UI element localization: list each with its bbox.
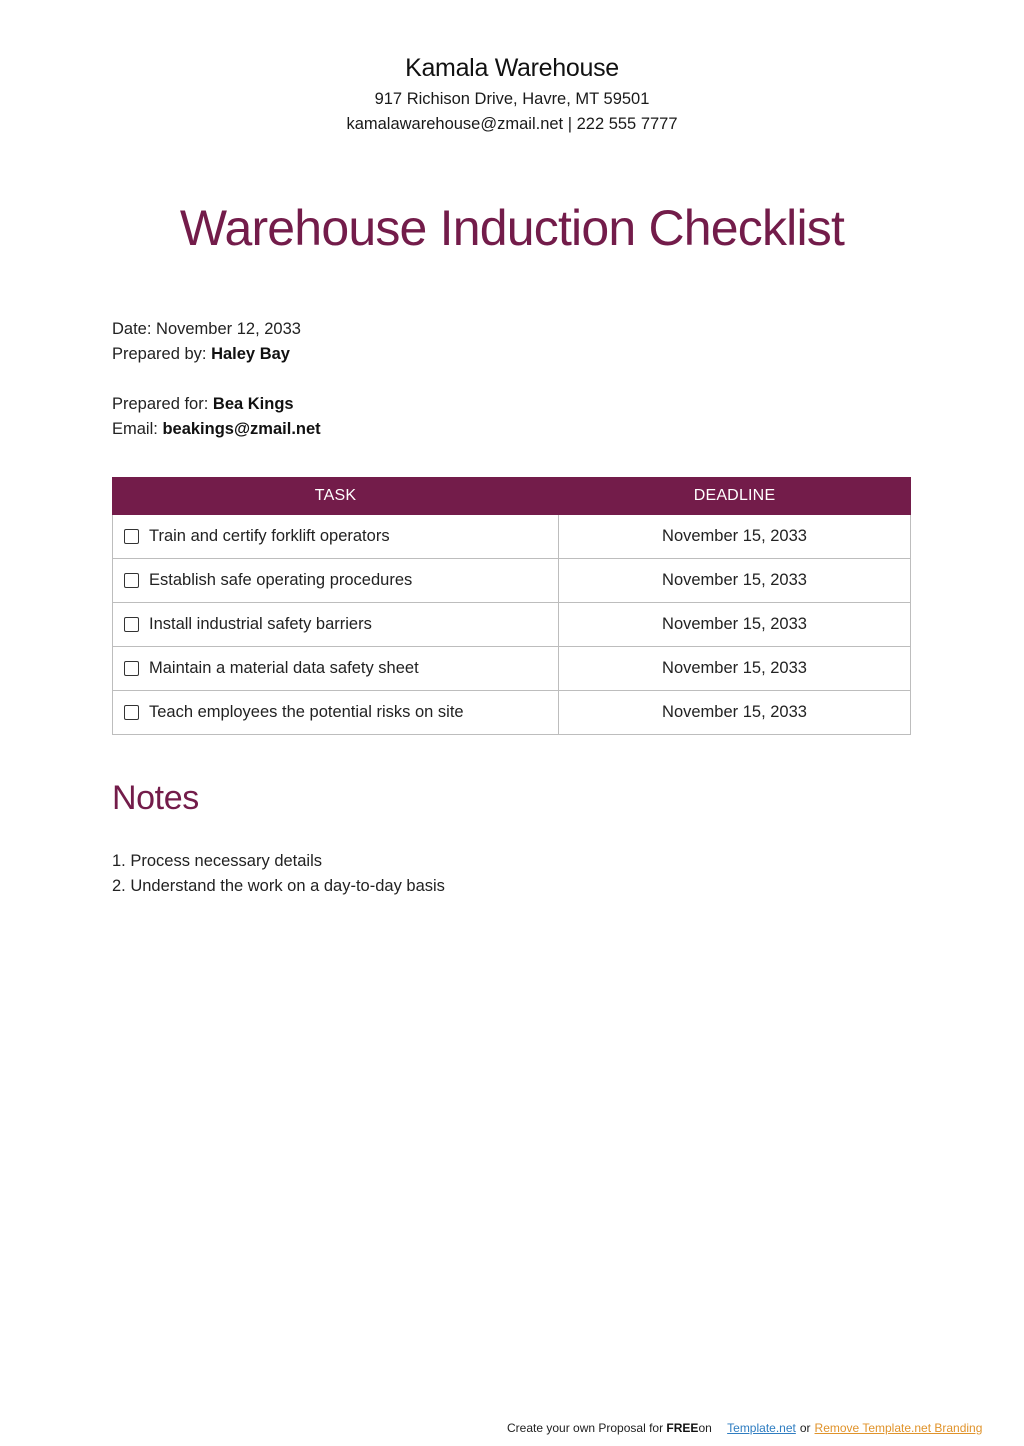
table-row: [113, 691, 911, 735]
task-checkbox[interactable]: [124, 529, 139, 544]
date-row: [112, 317, 321, 342]
company-name: Kamala Warehouse: [405, 54, 619, 82]
footer-on: on: [698, 1421, 712, 1435]
deadline-column-header: DEADLINE: [559, 478, 911, 515]
table-row: [113, 603, 911, 647]
notes-list: [112, 849, 445, 899]
prepared-by-row: [112, 342, 321, 367]
template-net-link[interactable]: Template.net: [727, 1421, 796, 1435]
task-cell: [113, 515, 559, 559]
meta-spacer: [112, 367, 321, 392]
template-footer: [507, 1419, 982, 1437]
table-row: [113, 559, 911, 603]
footer-or: or: [799, 1421, 811, 1435]
document-meta: [112, 317, 321, 442]
deadline-cell: November 15, 2033: [559, 691, 911, 735]
prepared-for-value: Bea Kings: [212, 395, 294, 413]
company-header: [0, 52, 1024, 137]
task-cell: [113, 647, 559, 691]
task-cell: [113, 603, 559, 647]
task-label: Train and certify forklift operators: [149, 527, 390, 545]
task-checkbox[interactable]: [124, 661, 139, 676]
prepared-for-row: [112, 392, 321, 417]
footer-free: FREE: [666, 1421, 699, 1435]
table-row: [113, 515, 911, 559]
note-item: 1. Process necessary details: [112, 852, 323, 870]
deadline-cell: November 15, 2033: [559, 515, 911, 559]
company-contact: kamalawarehouse@zmail.net | 222 555 7777: [346, 115, 678, 133]
deadline-cell: November 15, 2033: [559, 559, 911, 603]
task-cell: [113, 559, 559, 603]
date-label: Date:: [112, 320, 152, 338]
email-row: [112, 417, 321, 442]
note-item: 2. Understand the work on a day-to-day basis: [112, 877, 445, 895]
task-checkbox[interactable]: [124, 705, 139, 720]
company-address: 917 Richison Drive, Havre, MT 59501: [374, 90, 650, 108]
task-table: [112, 477, 911, 735]
document-title: Warehouse Induction Checklist: [179, 200, 845, 256]
task-cell: [113, 691, 559, 735]
table-header-row: [113, 478, 911, 515]
date-value: November 12, 2033: [156, 320, 301, 338]
table-row: [113, 647, 911, 691]
email-label: Email:: [112, 420, 158, 438]
task-checkbox[interactable]: [124, 573, 139, 588]
prepared-for-label: Prepared for:: [112, 395, 209, 413]
notes-heading: Notes: [112, 779, 199, 817]
prepared-by-label: Prepared by:: [112, 345, 207, 363]
task-label: Install industrial safety barriers: [149, 615, 372, 633]
task-column-header: TASK: [113, 478, 559, 515]
task-label: Maintain a material data safety sheet: [149, 659, 419, 677]
task-checkbox[interactable]: [124, 617, 139, 632]
footer-prefix: Create your own Proposal for: [507, 1421, 667, 1435]
task-label: Teach employees the potential risks on site: [149, 703, 464, 721]
remove-branding-link[interactable]: Remove Template.net Branding: [814, 1421, 983, 1435]
email-value: beakings@zmail.net: [162, 420, 321, 438]
deadline-cell: November 15, 2033: [559, 603, 911, 647]
deadline-cell: November 15, 2033: [559, 647, 911, 691]
task-label: Establish safe operating procedures: [149, 571, 413, 589]
prepared-by-value: Haley Bay: [211, 345, 290, 363]
